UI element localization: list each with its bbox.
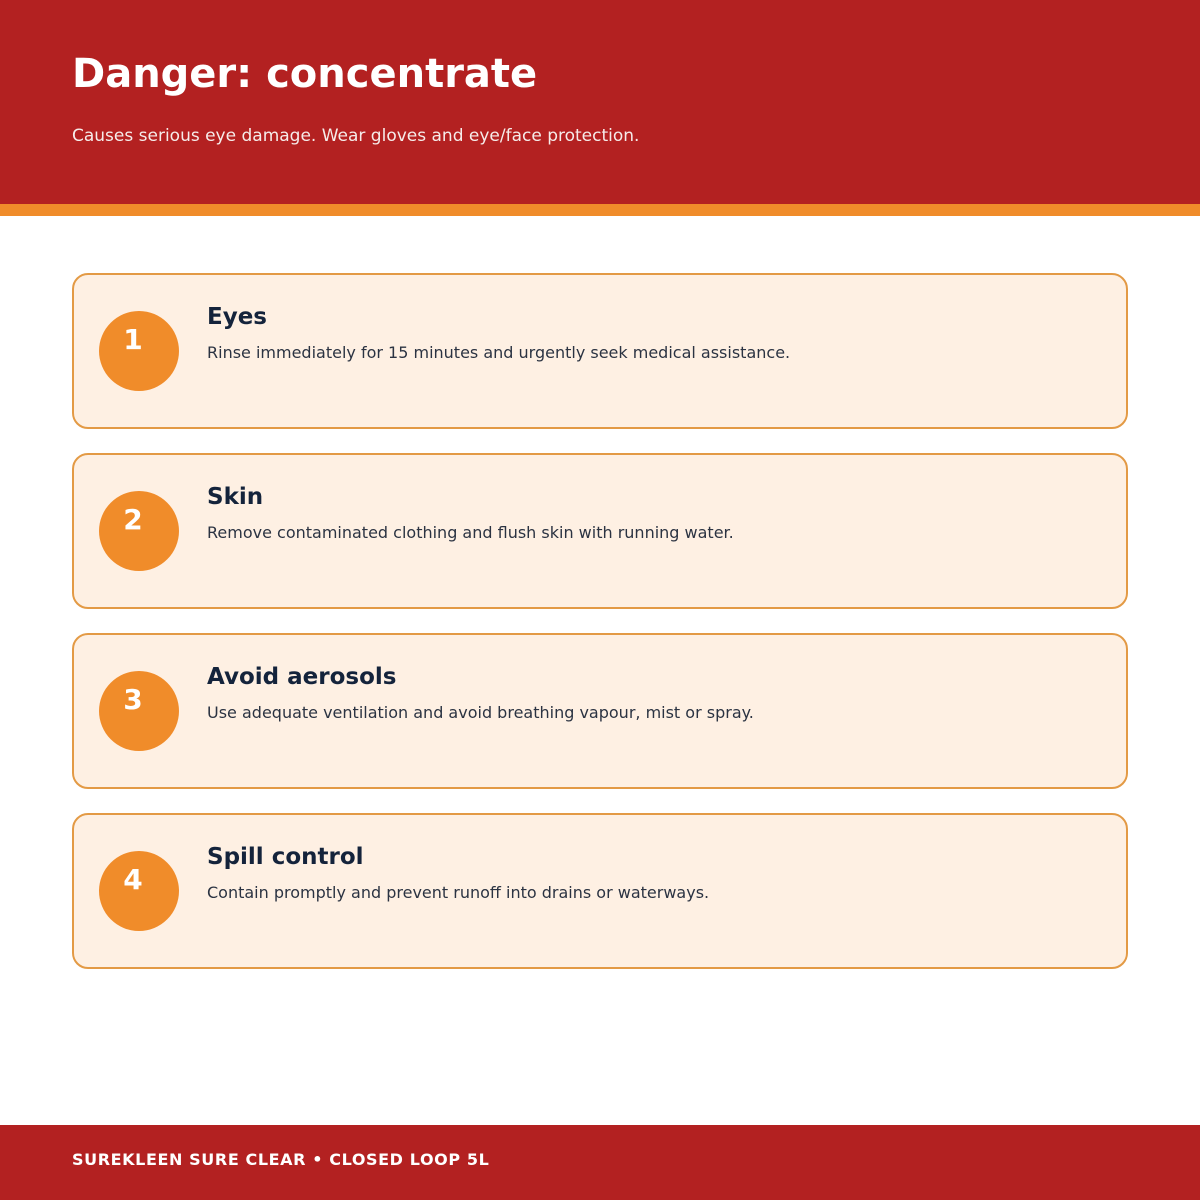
step-title: Skin xyxy=(207,484,264,510)
step-description: Remove contaminated clothing and flush skin with running water. xyxy=(207,523,734,542)
step-description: Contain promptly and prevent runoff into drains or waterways. xyxy=(207,883,710,902)
step-description: Use adequate ventilation and avoid breathing vapour, mist or spray. xyxy=(207,703,754,722)
danger-header xyxy=(0,0,1200,204)
step-title: Avoid aerosols xyxy=(207,664,397,690)
step-card-skin xyxy=(72,453,1128,609)
step-title: Spill control xyxy=(207,844,364,870)
step-title: Eyes xyxy=(207,304,267,330)
step-number-badge xyxy=(99,311,179,391)
step-number-badge xyxy=(99,491,179,571)
step-number: 1 xyxy=(123,323,143,356)
page-title: Danger: concentrate xyxy=(72,51,538,97)
step-card-eyes xyxy=(72,273,1128,429)
step-card-spill-control xyxy=(72,813,1128,969)
step-number-badge xyxy=(99,851,179,931)
product-footer xyxy=(0,1125,1200,1200)
step-card-avoid-aerosols xyxy=(72,633,1128,789)
step-description: Rinse immediately for 15 minutes and urgently seek medical assistance. xyxy=(207,343,791,362)
step-number: 4 xyxy=(123,863,143,896)
step-number: 3 xyxy=(123,683,143,716)
product-name: SUREKLEEN SURE CLEAR • CLOSED LOOP 5L xyxy=(72,1150,490,1169)
step-number: 2 xyxy=(123,503,143,536)
hazard-statement: Causes serious eye damage. Wear gloves and eye/face protection. xyxy=(72,126,640,146)
step-number-badge xyxy=(99,671,179,751)
accent-stripe xyxy=(0,204,1200,216)
